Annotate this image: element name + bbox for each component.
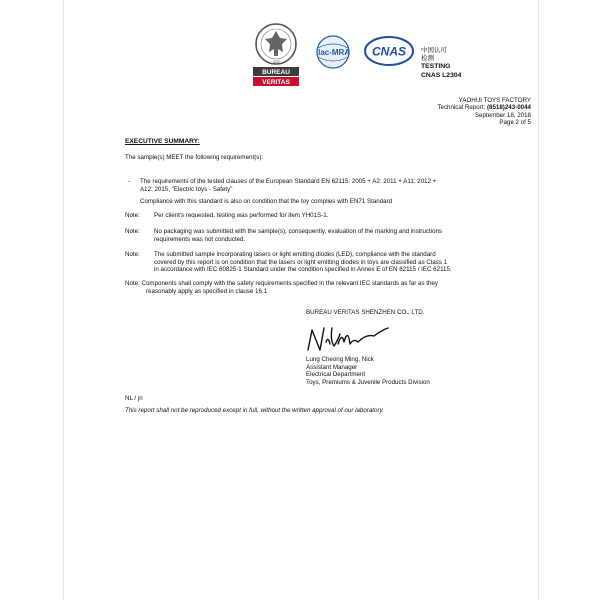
cnas-cn-label: 中国认可: [421, 47, 447, 54]
cnas-logo: [364, 36, 414, 66]
note-label-2: Note:: [125, 228, 140, 235]
page-number: Page 2 of 5: [499, 119, 531, 127]
summary-title: EXECUTIVE SUMMARY:: [125, 138, 200, 145]
signer-name: Lung Cheong Ming, Nick: [306, 356, 374, 363]
cnas-testing-label: TESTING: [421, 63, 451, 71]
note-2-line-2: requirements was not conducted.: [154, 235, 246, 243]
cnas-cn-label-2: 检测: [421, 55, 434, 63]
org-name: BUREAU VERITAS SHENZHEN CO., LTD.: [306, 309, 425, 316]
report-header: [437, 97, 531, 127]
disclaimer: This report shall not be reproduced except in full, without the written approval of our laboratory.: [125, 407, 384, 414]
ilac-mra-logo: [310, 34, 356, 70]
signer-block: [306, 356, 430, 386]
note-text-3: [154, 251, 464, 274]
signer-title: Assistant Manager: [306, 363, 358, 371]
initials: NL / jn: [125, 395, 143, 402]
note-label-1: Note:: [125, 212, 140, 219]
cnas-caption: [421, 47, 461, 80]
bureau-veritas-logo: [250, 22, 302, 92]
bv-top-text: BUREAU: [262, 69, 290, 76]
signer-division: Toys, Premiums & Juvenile Products Division: [306, 378, 430, 386]
note-2-line-1: No packaging was submitted with the sample(s), consequently, evaluation of the marking and instructions: [154, 228, 443, 235]
compliance-text: Compliance with this standard is also on condition that the toy complies with EN71 Standard: [140, 198, 393, 205]
components-note-line-2: reasonably apply as specified in clause 16.1: [146, 287, 268, 295]
note-text-2: [154, 228, 464, 243]
note-label-3: Note:: [125, 251, 140, 258]
note-3-line-3: in accordance with IEC 60825-1 Standard under the condition specified in Annex E of EN 62115 / IEC 62115.: [154, 266, 452, 274]
bullet-mark: -: [128, 178, 131, 185]
report-number-line: [437, 104, 531, 111]
components-note-line-1: Note: Components shall comply with the safety requirements specified in the relevant IEC standards as far as they: [125, 280, 438, 287]
summary-intro: The sample(s) MEET the following requirement(s):: [125, 154, 264, 161]
requirement-line-2: A12: 2015, "Electric toys - Safety": [140, 185, 233, 193]
bv-bottom-text: VERITAS: [262, 79, 290, 86]
requirement-line-1: The requirements of the tested clauses of the European Standard EN 62115: 2005 + A2: 2011 + A11: 2012 +: [140, 178, 437, 185]
handwritten-signature: [302, 320, 394, 356]
cnas-logo-text: CNAS: [371, 44, 407, 59]
note-3-line-2: covered by this report is on condition that the lasers or light emitting diodes in toys are classified as Class 1: [154, 258, 448, 266]
ilac-text: ilac-MRA: [315, 48, 351, 57]
report-date: September 18, 2018: [474, 111, 531, 119]
bv-year-text: 1828: [272, 60, 280, 64]
cnas-code-label: CNAS L2304: [421, 71, 462, 79]
report-number: (8518)243-0044: [486, 104, 531, 112]
signer-department: Electrical Department: [306, 371, 366, 379]
report-label: Technical Report:: [437, 104, 486, 112]
note-1-line-1: Per client's requested, testing was performed for item YH01S-1.: [154, 212, 329, 219]
note-text-1: [154, 212, 464, 220]
note-3-line-1: The submitted sample incorporating lasers or light emitting diodes (LED), compliance with the standard: [154, 251, 436, 258]
company-name: YAOHUI TOYS FACTORY: [458, 97, 531, 104]
